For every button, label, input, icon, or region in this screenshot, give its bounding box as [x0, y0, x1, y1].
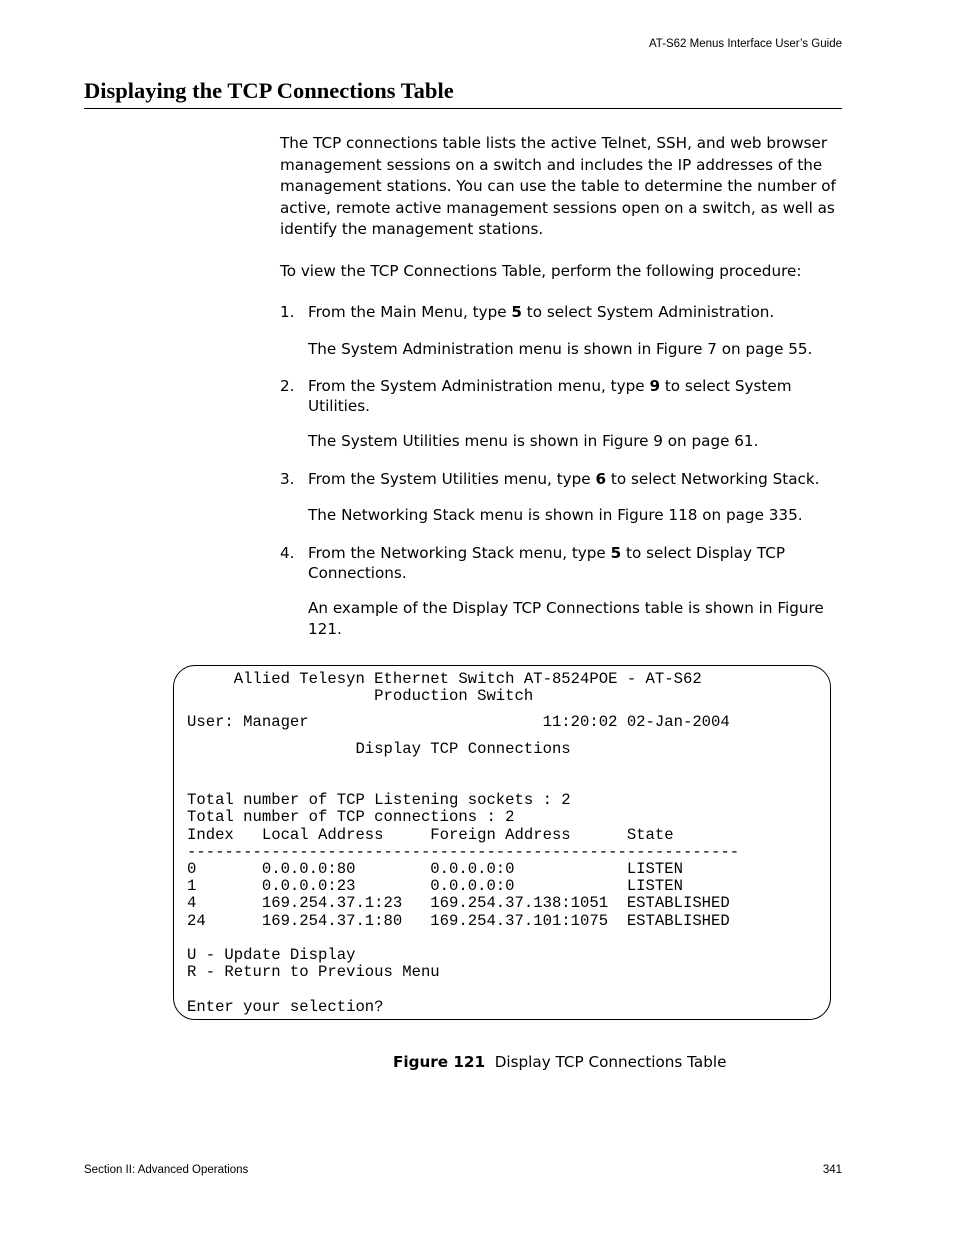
- step-text-after: to select Display TCP Connections.: [308, 543, 786, 582]
- terminal-screen-title: Display TCP Connections: [187, 739, 571, 758]
- step-3: [280, 469, 845, 527]
- terminal-divider: -----------------------------------------------------------: [187, 842, 740, 861]
- procedure-lead: To view the TCP Connections Table, perform the following procedure:: [280, 261, 802, 280]
- step-text-before: From the Networking Stack menu, type: [308, 543, 611, 562]
- intro-paragraph: The TCP connections table lists the active Telnet, SSH, and web browser management sessions on a switch and includes the IP addresses of the management stations. You can use the table to determine the number of active, remote active management sessions open on a switch, as well as identify the management stations.: [280, 134, 836, 238]
- step-key: 5: [511, 303, 522, 321]
- step-key: 6: [595, 469, 607, 488]
- terminal-text: [187, 671, 739, 1016]
- body-content: [280, 133, 845, 657]
- step-number: 2.: [280, 377, 295, 395]
- figure-label: Figure 121: [393, 1053, 486, 1071]
- terminal-prompt: Enter your selection?: [187, 997, 384, 1016]
- terminal-screen: [173, 665, 831, 1020]
- step-text: [308, 543, 845, 583]
- terminal-options: U - Update Display R - Return to Previous Menu: [187, 946, 440, 982]
- step-text-before: From the System Utilities menu, type: [308, 469, 596, 488]
- terminal-stats: Total number of TCP Listening sockets : 2 Total number of TCP connections : 2: [187, 791, 571, 827]
- page-number: 341: [822, 1164, 842, 1176]
- step-number: 1.: [280, 303, 295, 321]
- footer-section: Section II: Advanced Operations: [84, 1164, 249, 1176]
- step-note: The System Administration menu is shown in Figure 7 on page 55.: [308, 339, 813, 358]
- step-text-after: to select Networking Stack.: [606, 469, 820, 488]
- running-header: AT-S62 Menus Interface User’s Guide: [648, 38, 842, 50]
- terminal-rows: 0 0.0.0.0:80 0.0.0.0:0 LISTEN 1 0.0.0.0:23 0.0.0.0:0 LISTEN 4 169.254.37.1:23 169.254.37.138:1051 ESTABLISHED 24 169.254.37.1:80 169.254.37.101:1075 ESTABLISHED: [187, 860, 730, 930]
- step-text-after: to select System Administration.: [521, 303, 775, 321]
- step-text-before: From the System Administration menu, type: [308, 377, 650, 395]
- step-2: [280, 376, 845, 453]
- terminal-header: Allied Telesyn Ethernet Switch AT-8524POE - AT-S62 Production Switch: [233, 670, 702, 706]
- step-1: [280, 302, 845, 360]
- terminal-columns: Index Local Address Foreign Address State: [187, 825, 674, 844]
- step-key: 9: [649, 377, 661, 395]
- step-note: An example of the Display TCP Connections table is shown in Figure 121.: [308, 598, 824, 638]
- step-text-before: From the Main Menu, type: [308, 303, 512, 321]
- step-number: 4.: [280, 543, 295, 562]
- step-4: [280, 543, 845, 641]
- step-text: [308, 302, 845, 324]
- terminal-user-line: User: Manager 11:20:02 02-Jan-2004: [187, 713, 730, 732]
- figure-title: Display TCP Connections Table: [494, 1053, 727, 1071]
- step-text: [308, 376, 845, 416]
- step-note: The System Utilities menu is shown in Figure 9 on page 61.: [308, 432, 759, 450]
- step-text: [308, 469, 845, 491]
- step-note: The Networking Stack menu is shown in Figure 118 on page 335.: [308, 506, 803, 524]
- step-number: 3.: [280, 469, 295, 488]
- figure-caption: [393, 1053, 726, 1071]
- step-text-after: to select System Utilities.: [308, 377, 792, 415]
- section-title: Displaying the TCP Connections Table: [84, 78, 842, 109]
- step-key: 5: [610, 543, 622, 562]
